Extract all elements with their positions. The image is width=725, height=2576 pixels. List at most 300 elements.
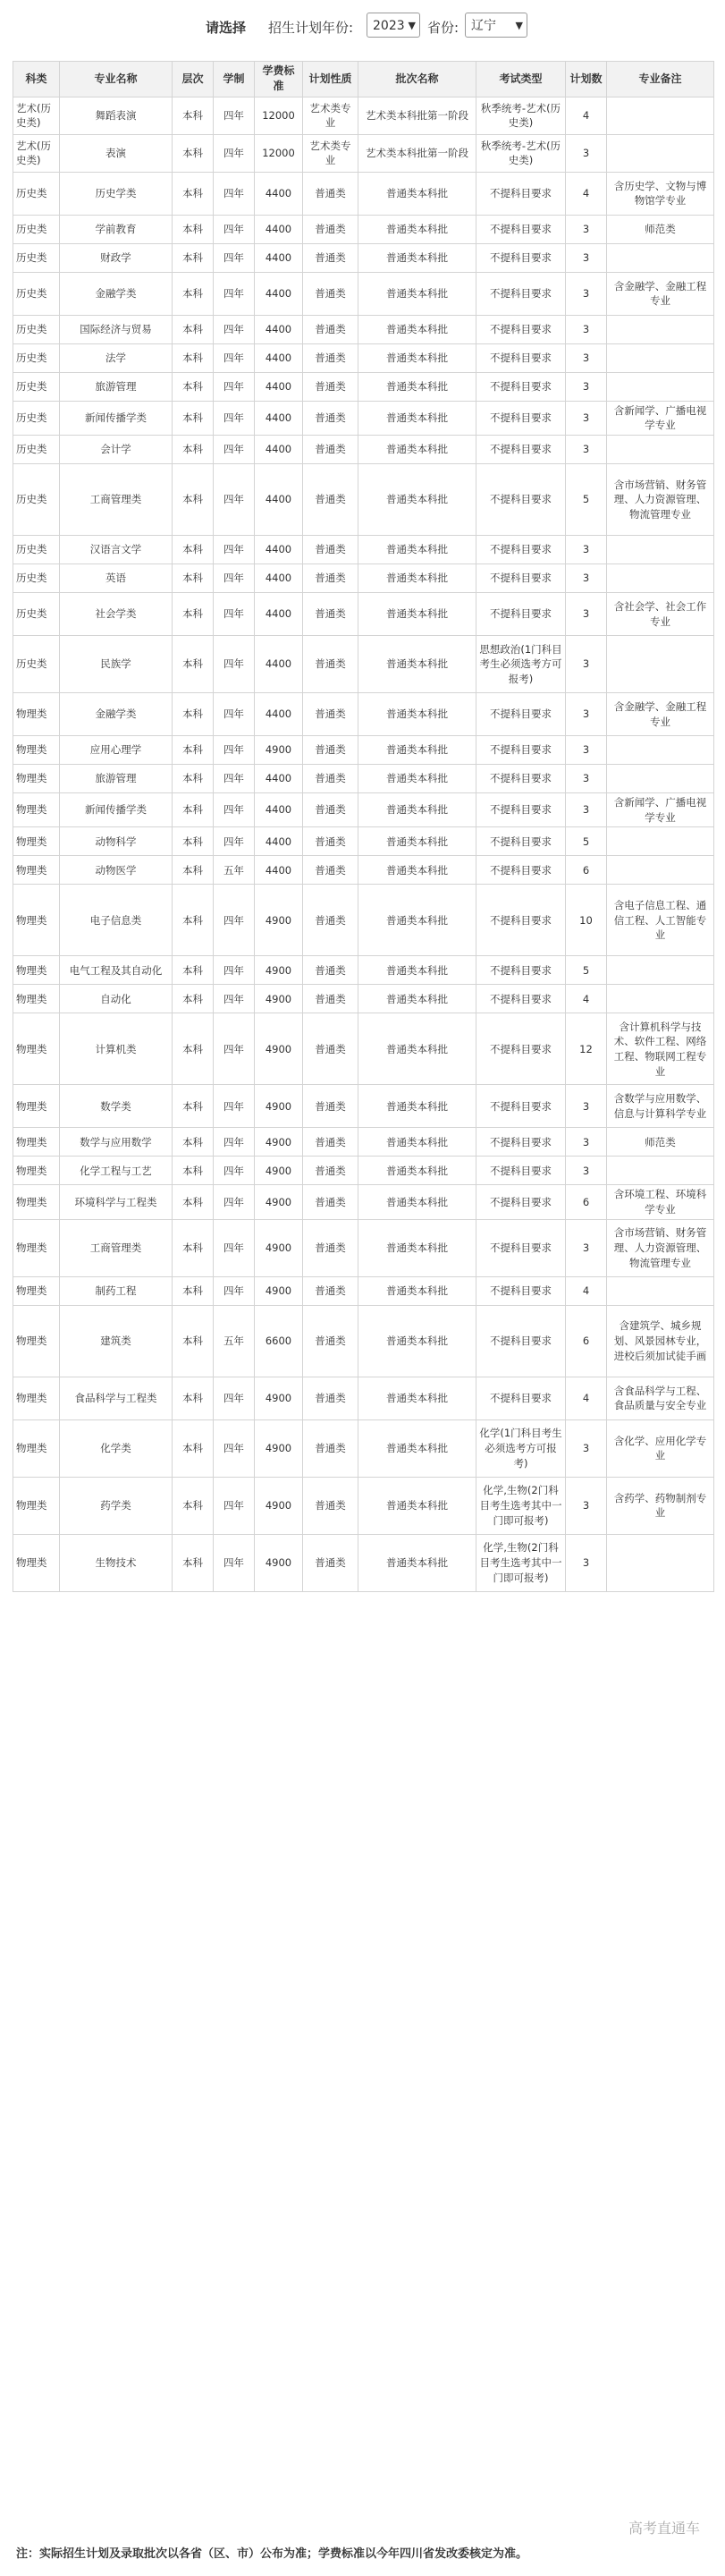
tuition-cell: 4900 [255, 1534, 303, 1591]
note-cell [607, 1534, 714, 1591]
plan-type-cell: 艺术类专业 [303, 97, 358, 134]
plan-type-cell: 普通类 [303, 172, 358, 215]
chevron-down-icon: ▼ [408, 20, 416, 31]
quota-cell: 3 [566, 593, 607, 636]
table-row [13, 134, 714, 172]
plan-type-cell: 普通类 [303, 1085, 358, 1128]
batch-cell: 普通类本科批 [358, 372, 476, 401]
batch-cell: 普通类本科批 [358, 793, 476, 827]
level-cell: 本科 [173, 765, 214, 793]
level-cell: 本科 [173, 985, 214, 1013]
quota-cell: 3 [566, 272, 607, 315]
note-cell [607, 1157, 714, 1185]
column-header-plan-type: 计划性质 [303, 62, 358, 97]
exam-type-cell: 不提科目要求 [476, 172, 566, 215]
note-cell: 含计算机科学与技术、软件工程、网络工程、物联网工程专业 [607, 1013, 714, 1085]
level-cell: 本科 [173, 1534, 214, 1591]
duration-cell: 四年 [214, 1419, 255, 1477]
column-header-subject: 科类 [13, 62, 60, 97]
level-cell: 本科 [173, 1219, 214, 1276]
subject-cell: 历史类 [13, 372, 60, 401]
quota-cell: 4 [566, 1276, 607, 1305]
quota-cell: 3 [566, 215, 607, 243]
subject-cell: 艺术(历史类) [13, 97, 60, 134]
subject-cell: 历史类 [13, 593, 60, 636]
subject-cell: 物理类 [13, 1377, 60, 1419]
tuition-cell: 4400 [255, 693, 303, 736]
batch-cell: 普通类本科批 [358, 827, 476, 856]
major-cell: 学前教育 [60, 215, 173, 243]
quota-cell: 4 [566, 97, 607, 134]
exam-type-cell: 不提科目要求 [476, 315, 566, 343]
note-cell: 师范类 [607, 215, 714, 243]
exam-type-cell: 化学(1门科目考生必须选考方可报考) [476, 1419, 566, 1477]
table-row [13, 1157, 714, 1185]
batch-cell: 普通类本科批 [358, 1305, 476, 1377]
subject-cell: 历史类 [13, 315, 60, 343]
exam-type-cell: 不提科目要求 [476, 1128, 566, 1157]
tuition-cell: 4900 [255, 1377, 303, 1419]
duration-cell: 四年 [214, 765, 255, 793]
table-row [13, 1477, 714, 1534]
batch-cell: 普通类本科批 [358, 1276, 476, 1305]
batch-cell: 普通类本科批 [358, 272, 476, 315]
tuition-cell: 4900 [255, 1276, 303, 1305]
level-cell: 本科 [173, 564, 214, 593]
batch-cell: 普通类本科批 [358, 1477, 476, 1534]
exam-type-cell: 不提科目要求 [476, 1185, 566, 1219]
level-cell: 本科 [173, 215, 214, 243]
major-cell: 法学 [60, 343, 173, 372]
column-header-exam-type: 考试类型 [476, 62, 566, 97]
duration-cell: 四年 [214, 536, 255, 564]
table-row [13, 593, 714, 636]
major-cell: 金融学类 [60, 272, 173, 315]
level-cell: 本科 [173, 372, 214, 401]
watermark: 高考直通车 [628, 2520, 700, 2537]
quota-cell: 3 [566, 693, 607, 736]
duration-cell: 四年 [214, 401, 255, 435]
major-cell: 汉语言文学 [60, 536, 173, 564]
table-row [13, 401, 714, 435]
table-row [13, 97, 714, 134]
exam-type-cell: 不提科目要求 [476, 372, 566, 401]
quota-cell: 3 [566, 1419, 607, 1477]
quota-cell: 3 [566, 372, 607, 401]
subject-cell: 历史类 [13, 436, 60, 464]
duration-cell: 四年 [214, 593, 255, 636]
note-cell [607, 372, 714, 401]
note-cell [607, 536, 714, 564]
plan-type-cell: 普通类 [303, 1013, 358, 1085]
note-cell: 含新闻学、广播电视学专业 [607, 401, 714, 435]
table-row [13, 172, 714, 215]
table-row [13, 215, 714, 243]
level-cell: 本科 [173, 1305, 214, 1377]
quota-cell: 4 [566, 1377, 607, 1419]
duration-cell: 四年 [214, 1013, 255, 1085]
tuition-cell: 4900 [255, 1157, 303, 1185]
subject-cell: 物理类 [13, 793, 60, 827]
subject-cell: 物理类 [13, 1157, 60, 1185]
major-cell: 食品科学与工程类 [60, 1377, 173, 1419]
note-cell [607, 343, 714, 372]
batch-cell: 普通类本科批 [358, 1534, 476, 1591]
duration-cell: 四年 [214, 1219, 255, 1276]
quota-cell: 4 [566, 172, 607, 215]
duration-cell: 五年 [214, 1305, 255, 1377]
duration-cell: 四年 [214, 134, 255, 172]
column-header-quota: 计划数 [566, 62, 607, 97]
level-cell: 本科 [173, 1013, 214, 1085]
quota-cell: 3 [566, 564, 607, 593]
tuition-cell: 4400 [255, 765, 303, 793]
duration-cell: 四年 [214, 564, 255, 593]
quota-cell: 12 [566, 1013, 607, 1085]
major-cell: 金融学类 [60, 693, 173, 736]
tuition-cell: 4400 [255, 564, 303, 593]
table-row [13, 536, 714, 564]
table-row [13, 1419, 714, 1477]
subject-cell: 物理类 [13, 1085, 60, 1128]
subject-cell: 历史类 [13, 536, 60, 564]
duration-cell: 四年 [214, 885, 255, 956]
table-row [13, 315, 714, 343]
batch-cell: 普通类本科批 [358, 1085, 476, 1128]
table-row [13, 272, 714, 315]
note-cell: 含市场营销、财务管理、人力资源管理、物流管理专业 [607, 1219, 714, 1276]
table-row [13, 1377, 714, 1419]
exam-type-cell: 不提科目要求 [476, 343, 566, 372]
plan-type-cell: 普通类 [303, 793, 358, 827]
batch-cell: 普通类本科批 [358, 1128, 476, 1157]
quota-cell: 3 [566, 315, 607, 343]
tuition-cell: 4400 [255, 827, 303, 856]
tuition-cell: 4900 [255, 985, 303, 1013]
exam-type-cell: 不提科目要求 [476, 464, 566, 536]
exam-type-cell: 化学,生物(2门科目考生选考其中一门即可报考) [476, 1534, 566, 1591]
batch-cell: 普通类本科批 [358, 315, 476, 343]
subject-cell: 历史类 [13, 215, 60, 243]
batch-cell: 普通类本科批 [358, 693, 476, 736]
table-row [13, 1013, 714, 1085]
subject-cell: 历史类 [13, 343, 60, 372]
column-header-major: 专业名称 [60, 62, 173, 97]
level-cell: 本科 [173, 243, 214, 272]
level-cell: 本科 [173, 97, 214, 134]
level-cell: 本科 [173, 885, 214, 956]
table-row [13, 827, 714, 856]
batch-cell: 普通类本科批 [358, 243, 476, 272]
level-cell: 本科 [173, 956, 214, 985]
note-cell [607, 765, 714, 793]
exam-type-cell: 不提科目要求 [476, 215, 566, 243]
plan-type-cell: 普通类 [303, 1305, 358, 1377]
level-cell: 本科 [173, 1419, 214, 1477]
quota-cell: 3 [566, 1534, 607, 1591]
batch-cell: 普通类本科批 [358, 536, 476, 564]
level-cell: 本科 [173, 343, 214, 372]
level-cell: 本科 [173, 464, 214, 536]
plan-type-cell: 普通类 [303, 636, 358, 693]
level-cell: 本科 [173, 1276, 214, 1305]
year-label: 招生计划年份: [268, 20, 354, 36]
table-row [13, 885, 714, 956]
level-cell: 本科 [173, 827, 214, 856]
subject-cell: 历史类 [13, 464, 60, 536]
duration-cell: 四年 [214, 172, 255, 215]
subject-cell: 物理类 [13, 693, 60, 736]
batch-cell: 普通类本科批 [358, 856, 476, 885]
table-row [13, 1185, 714, 1219]
level-cell: 本科 [173, 1185, 214, 1219]
note-cell [607, 956, 714, 985]
plan-type-cell: 普通类 [303, 1157, 358, 1185]
note-cell: 含历史学、文物与博物馆学专业 [607, 172, 714, 215]
quota-cell: 6 [566, 1185, 607, 1219]
exam-type-cell: 不提科目要求 [476, 436, 566, 464]
year-select[interactable] [367, 13, 420, 38]
plan-type-cell: 普通类 [303, 985, 358, 1013]
plan-type-cell: 普通类 [303, 315, 358, 343]
plan-type-cell: 普通类 [303, 1419, 358, 1477]
quota-cell: 5 [566, 464, 607, 536]
column-header-note: 专业备注 [607, 62, 714, 97]
batch-cell: 普通类本科批 [358, 1013, 476, 1085]
note-cell: 含食品科学与工程、食品质量与安全专业 [607, 1377, 714, 1419]
duration-cell: 四年 [214, 436, 255, 464]
exam-type-cell: 化学,生物(2门科目考生选考其中一门即可报考) [476, 1477, 566, 1534]
level-cell: 本科 [173, 436, 214, 464]
year-value: 2023 [373, 19, 405, 33]
duration-cell: 四年 [214, 736, 255, 765]
note-cell [607, 636, 714, 693]
subject-cell: 物理类 [13, 956, 60, 985]
major-cell: 自动化 [60, 985, 173, 1013]
subject-cell: 物理类 [13, 736, 60, 765]
duration-cell: 四年 [214, 827, 255, 856]
batch-cell: 普通类本科批 [358, 636, 476, 693]
major-cell: 旅游管理 [60, 765, 173, 793]
note-cell: 含金融学、金融工程专业 [607, 272, 714, 315]
subject-cell: 物理类 [13, 985, 60, 1013]
plan-type-cell: 艺术类专业 [303, 134, 358, 172]
plan-type-cell: 普通类 [303, 1276, 358, 1305]
tuition-cell: 4400 [255, 464, 303, 536]
plan-type-cell: 普通类 [303, 1377, 358, 1419]
enrollment-plan-table [13, 61, 714, 1592]
tuition-cell: 4400 [255, 536, 303, 564]
tuition-cell: 4900 [255, 1419, 303, 1477]
tuition-cell: 6600 [255, 1305, 303, 1377]
batch-cell: 普通类本科批 [358, 593, 476, 636]
chevron-down-icon: ▼ [515, 20, 523, 31]
level-cell: 本科 [173, 536, 214, 564]
batch-cell: 普通类本科批 [358, 1185, 476, 1219]
plan-type-cell: 普通类 [303, 564, 358, 593]
quota-cell: 10 [566, 885, 607, 956]
plan-type-cell: 普通类 [303, 536, 358, 564]
major-cell: 建筑类 [60, 1305, 173, 1377]
level-cell: 本科 [173, 1085, 214, 1128]
major-cell: 民族学 [60, 636, 173, 693]
major-cell: 社会学类 [60, 593, 173, 636]
batch-cell: 普通类本科批 [358, 765, 476, 793]
exam-type-cell: 不提科目要求 [476, 1157, 566, 1185]
note-cell: 含电子信息工程、通信工程、人工智能专业 [607, 885, 714, 956]
table-row [13, 564, 714, 593]
plan-type-cell: 普通类 [303, 736, 358, 765]
tuition-cell: 4900 [255, 885, 303, 956]
quota-cell: 4 [566, 985, 607, 1013]
tuition-cell: 4400 [255, 215, 303, 243]
exam-type-cell: 思想政治(1门科目考生必须选考方可报考) [476, 636, 566, 693]
exam-type-cell: 不提科目要求 [476, 1013, 566, 1085]
major-cell: 表演 [60, 134, 173, 172]
level-cell: 本科 [173, 134, 214, 172]
note-cell [607, 736, 714, 765]
major-cell: 计算机类 [60, 1013, 173, 1085]
note-cell: 含社会学、社会工作专业 [607, 593, 714, 636]
duration-cell: 四年 [214, 793, 255, 827]
table-row [13, 1128, 714, 1157]
duration-cell: 四年 [214, 693, 255, 736]
subject-cell: 物理类 [13, 765, 60, 793]
exam-type-cell: 不提科目要求 [476, 793, 566, 827]
table-row [13, 243, 714, 272]
exam-type-cell: 不提科目要求 [476, 243, 566, 272]
table-row [13, 1276, 714, 1305]
tuition-cell: 4400 [255, 343, 303, 372]
quota-cell: 3 [566, 1085, 607, 1128]
note-cell: 含建筑学、城乡规划、风景园林专业，进校后须加试徒手画 [607, 1305, 714, 1377]
table-row [13, 1085, 714, 1128]
plan-type-cell: 普通类 [303, 956, 358, 985]
table-row [13, 372, 714, 401]
level-cell: 本科 [173, 793, 214, 827]
quota-cell: 3 [566, 1477, 607, 1534]
column-header-tuition: 学费标准 [255, 62, 303, 97]
quota-cell: 3 [566, 401, 607, 435]
batch-cell: 普通类本科批 [358, 564, 476, 593]
quota-cell: 5 [566, 956, 607, 985]
note-cell: 含金融学、金融工程专业 [607, 693, 714, 736]
exam-type-cell: 秋季统考-艺术(历史类) [476, 134, 566, 172]
quota-cell: 3 [566, 636, 607, 693]
plan-type-cell: 普通类 [303, 856, 358, 885]
quota-cell: 3 [566, 1128, 607, 1157]
subject-cell: 物理类 [13, 1219, 60, 1276]
major-cell: 化学类 [60, 1419, 173, 1477]
level-cell: 本科 [173, 1377, 214, 1419]
subject-cell: 物理类 [13, 1534, 60, 1591]
tuition-cell: 4400 [255, 793, 303, 827]
batch-cell: 普通类本科批 [358, 215, 476, 243]
quota-cell: 5 [566, 827, 607, 856]
batch-cell: 普通类本科批 [358, 343, 476, 372]
note-cell [607, 856, 714, 885]
tuition-cell: 4400 [255, 436, 303, 464]
tuition-cell: 4900 [255, 1013, 303, 1085]
level-cell: 本科 [173, 172, 214, 215]
batch-cell: 普通类本科批 [358, 1157, 476, 1185]
level-cell: 本科 [173, 401, 214, 435]
major-cell: 舞蹈表演 [60, 97, 173, 134]
table-row [13, 693, 714, 736]
major-cell: 电气工程及其自动化 [60, 956, 173, 985]
note-cell: 含化学、应用化学专业 [607, 1419, 714, 1477]
plan-type-cell: 普通类 [303, 765, 358, 793]
quota-cell: 3 [566, 736, 607, 765]
exam-type-cell: 不提科目要求 [476, 1219, 566, 1276]
subject-cell: 物理类 [13, 885, 60, 956]
subject-cell: 物理类 [13, 1128, 60, 1157]
subject-cell: 历史类 [13, 172, 60, 215]
note-cell [607, 315, 714, 343]
level-cell: 本科 [173, 1157, 214, 1185]
exam-type-cell: 不提科目要求 [476, 593, 566, 636]
batch-cell: 普通类本科批 [358, 1219, 476, 1276]
duration-cell: 四年 [214, 343, 255, 372]
batch-cell: 普通类本科批 [358, 436, 476, 464]
duration-cell: 四年 [214, 315, 255, 343]
level-cell: 本科 [173, 315, 214, 343]
province-select[interactable] [465, 13, 527, 38]
plan-type-cell: 普通类 [303, 693, 358, 736]
plan-type-cell: 普通类 [303, 593, 358, 636]
exam-type-cell: 不提科目要求 [476, 856, 566, 885]
batch-cell: 普通类本科批 [358, 464, 476, 536]
major-cell: 生物技术 [60, 1534, 173, 1591]
duration-cell: 四年 [214, 243, 255, 272]
table-row [13, 1219, 714, 1276]
quota-cell: 6 [566, 1305, 607, 1377]
quota-cell: 3 [566, 243, 607, 272]
tuition-cell: 4900 [255, 1128, 303, 1157]
major-cell: 应用心理学 [60, 736, 173, 765]
plan-type-cell: 普通类 [303, 1219, 358, 1276]
column-header-batch: 批次名称 [358, 62, 476, 97]
quota-cell: 3 [566, 1219, 607, 1276]
major-cell: 财政学 [60, 243, 173, 272]
exam-type-cell: 不提科目要求 [476, 1276, 566, 1305]
note-cell [607, 564, 714, 593]
tuition-cell: 4900 [255, 1085, 303, 1128]
major-cell: 工商管理类 [60, 464, 173, 536]
plan-type-cell: 普通类 [303, 1534, 358, 1591]
duration-cell: 五年 [214, 856, 255, 885]
batch-cell: 普通类本科批 [358, 736, 476, 765]
tuition-cell: 4400 [255, 401, 303, 435]
subject-cell: 艺术(历史类) [13, 134, 60, 172]
note-cell: 含数学与应用数学、信息与计算科学专业 [607, 1085, 714, 1128]
exam-type-cell: 不提科目要求 [476, 985, 566, 1013]
table-row [13, 343, 714, 372]
tuition-cell: 4900 [255, 1219, 303, 1276]
batch-cell: 普通类本科批 [358, 172, 476, 215]
province-value: 辽宁 [471, 19, 496, 33]
duration-cell: 四年 [214, 956, 255, 985]
tuition-cell: 4400 [255, 593, 303, 636]
level-cell: 本科 [173, 1128, 214, 1157]
batch-cell: 艺术类本科批第一阶段 [358, 97, 476, 134]
table-row [13, 436, 714, 464]
subject-cell: 历史类 [13, 564, 60, 593]
level-cell: 本科 [173, 1477, 214, 1534]
plan-type-cell: 普通类 [303, 885, 358, 956]
plan-type-cell: 普通类 [303, 243, 358, 272]
exam-type-cell: 不提科目要求 [476, 401, 566, 435]
